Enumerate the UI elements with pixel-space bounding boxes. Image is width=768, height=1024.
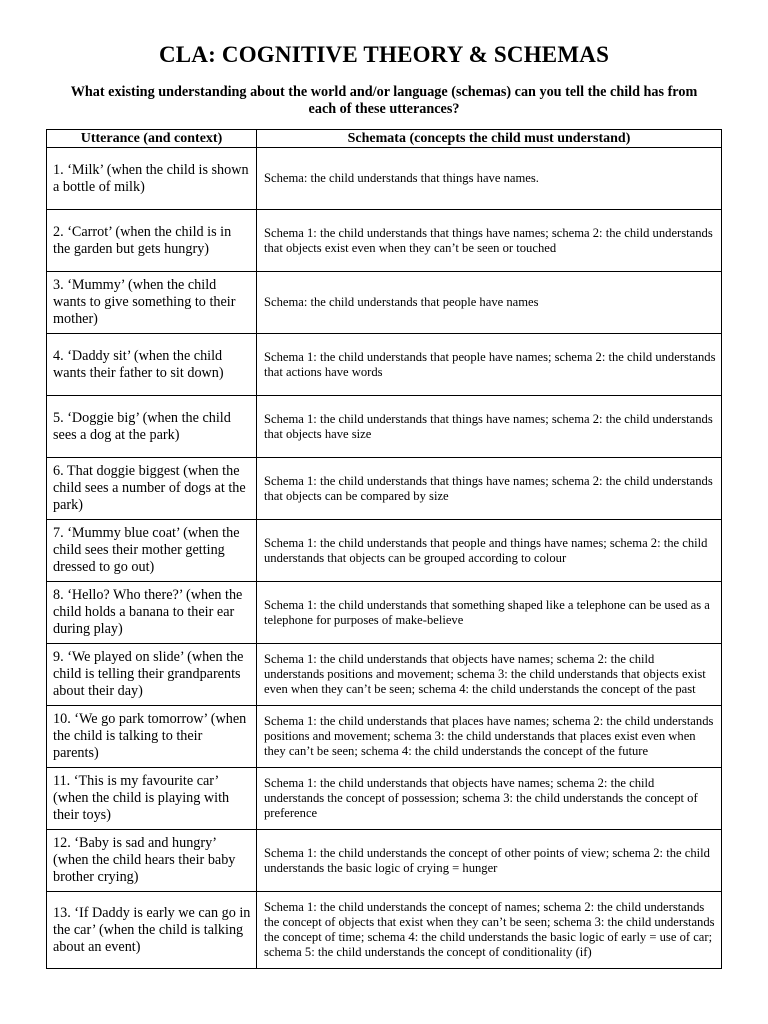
table-row <box>47 830 722 892</box>
schemata-cell: Schema 1: the child understands that things have names; schema 2: the child understands that objects can be compared by size <box>257 458 722 520</box>
table-row <box>47 272 722 334</box>
utterance-cell: 8. ‘Hello? Who there?’ (when the child holds a banana to their ear during play) <box>47 582 257 644</box>
header-schemata: Schemata (concepts the child must understand) <box>257 130 722 148</box>
table-row <box>47 334 722 396</box>
utterance-cell: 10. ‘We go park tomorrow’ (when the child is talking to their parents) <box>47 706 257 768</box>
utterance-cell: 13. ‘If Daddy is early we can go in the car’ (when the child is talking about an event) <box>47 892 257 969</box>
table-row <box>47 644 722 706</box>
schemata-cell: Schema 1: the child understands that people have names; schema 2: the child understands that actions have words <box>257 334 722 396</box>
table-header-row <box>47 130 722 148</box>
page-subtitle: What existing understanding about the world and/or language (schemas) can you tell the child has from each of these utterances? <box>70 84 698 117</box>
schemata-cell: Schema 1: the child understands that something shaped like a telephone can be used as a telephone for purposes of make-believe <box>257 582 722 644</box>
schemata-cell: Schema 1: the child understands that people and things have names; schema 2: the child understands that objects can be grouped according to colour <box>257 520 722 582</box>
page-title: CLA: COGNITIVE THEORY & SCHEMAS <box>158 42 610 67</box>
table-row <box>47 210 722 272</box>
table-row <box>47 768 722 830</box>
table-row <box>47 520 722 582</box>
schemata-cell: Schema: the child understands that things have names. <box>257 148 722 210</box>
schemata-cell: Schema: the child understands that people have names <box>257 272 722 334</box>
utterance-cell: 5. ‘Doggie big’ (when the child sees a dog at the park) <box>47 396 257 458</box>
utterance-cell: 11. ‘This is my favourite car’ (when the child is playing with their toys) <box>47 768 257 830</box>
table-row <box>47 582 722 644</box>
utterance-cell: 1. ‘Milk’ (when the child is shown a bottle of milk) <box>47 148 257 210</box>
utterance-cell: 2. ‘Carrot’ (when the child is in the garden but gets hungry) <box>47 210 257 272</box>
schemata-cell: Schema 1: the child understands that things have names; schema 2: the child understands that objects have size <box>257 396 722 458</box>
utterance-cell: 9. ‘We played on slide’ (when the child is telling their grandparents about their day) <box>47 644 257 706</box>
table-row <box>47 396 722 458</box>
header-utterance: Utterance (and context) <box>47 130 257 148</box>
schemata-cell: Schema 1: the child understands that objects have names; schema 2: the child understands the concept of possession; schema 3: the child understands the concept of preference <box>257 768 722 830</box>
schemata-cell: Schema 1: the child understands the concept of names; schema 2: the child understands the concept of objects that exist when they can’t be seen; schema 3: the child understands the concept of time; schema 4: the child understands the basic logic of early = use of car; schema 5: the child understands the concept of conditionality (if) <box>257 892 722 969</box>
table-row <box>47 892 722 969</box>
table-row <box>47 706 722 768</box>
schemata-cell: Schema 1: the child understands that places have names; schema 2: the child understands positions and movement; schema 3: the child understands that places exist even when they can’t be seen; schema 4: the child understands the concept of the future <box>257 706 722 768</box>
schemata-cell: Schema 1: the child understands the concept of other points of view; schema 2: the child understands the basic logic of crying = hunger <box>257 830 722 892</box>
schemata-cell: Schema 1: the child understands that things have names; schema 2: the child understands that objects exist even when they can’t be seen or touched <box>257 210 722 272</box>
table-row <box>47 148 722 210</box>
schemata-cell: Schema 1: the child understands that objects have names; schema 2: the child understands positions and movement; schema 3: the child understands that objects exist even when they can’t be seen; schema 4: the child understands the concept of the past <box>257 644 722 706</box>
table-row <box>47 458 722 520</box>
utterance-cell: 3. ‘Mummy’ (when the child wants to give something to their mother) <box>47 272 257 334</box>
utterance-cell: 7. ‘Mummy blue coat’ (when the child sees their mother getting dressed to go out) <box>47 520 257 582</box>
utterance-cell: 12. ‘Baby is sad and hungry’ (when the child hears their baby brother crying) <box>47 830 257 892</box>
utterance-cell: 4. ‘Daddy sit’ (when the child wants their father to sit down) <box>47 334 257 396</box>
schemas-table <box>46 129 722 969</box>
utterance-cell: 6. That doggie biggest (when the child sees a number of dogs at the park) <box>47 458 257 520</box>
